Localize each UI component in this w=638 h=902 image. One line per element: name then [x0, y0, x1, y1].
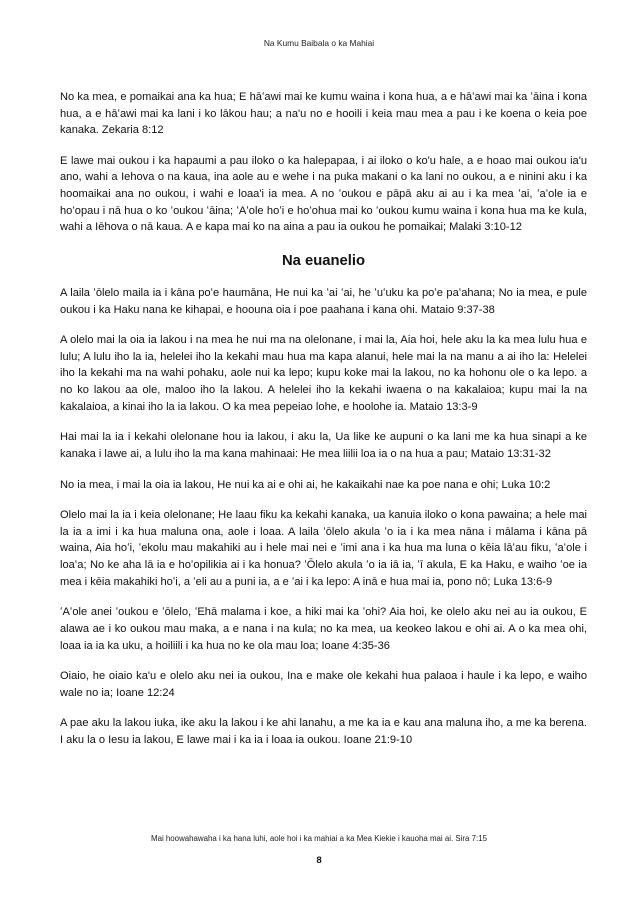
paragraph-luka-13: Olelo mai la ia i keia olelonane; He laau fiku ka kekahi kanaka, ua kanuia iloko o kona pawaina; a hele mai la ia a imi i ka hua maluna ona, aole i loaa. A laila ʻōlelo akula ʻo ia i ka mea nāna i mālama i kāna pā waina, Aia hoʻi, ʻekolu mau makahiki au i hele mai nei e ʻimi ana i ka hua ma luna o kēia lāʻau fiku, ʻaʻole i loaʻa; No ke aha lā ia e hoʻopilikia ai i ka honua? ʻŌlelo akula ʻo ia iā ia, ʻī akula, E ka Haku, e waiho ʻoe ia mea i kēia makahiki hoʻi, a ʻeli au a puni ia, a e ʻai i ka lepo: A inā e hua mai ia, pono nō; Luka 13:6-9 [60, 509, 587, 588]
paragraph-mataio-13-3: A olelo mai la oia ia lakou i na mea he nui ma na olelonane, i mai la, Aia hoi, hele aku la ka mea lulu hua e lulu; A lulu iho la ia, helelei iho la kekahi mau hua ma kapa alanui, hele mai la na manu a ai iho la: Helelei iho la kekahi ma na wahi pohaku, aole nui ka lepo; kupu koke mai la lakou, no ka hohonu ole o ka lepo. a no ko lakou aa ole, maloo iho la lakou. A helelei iho la kekahi iwaena o na kakalaioa; kupu mai la na kakalaioa, a kinai iho la ia lakou. O ka mea pepeiao lohe, e hoolohe ia. Mataio 13:3-9 [60, 334, 587, 413]
paragraph-zekaria: No ka mea, e pomaikai ana ka hua; E hāʻawi mai ke kumu waina i kona hua, a e hāʻawi mai ka ʻāina i kona hua, a e hāʻawi mai ka lani i ko lākou hau; a na'u no e hooili i keia mau mea a pau i ke koena o keia poe kanaka. Zekaria 8:12 [60, 91, 587, 137]
paragraph-ioane-21: A pae aku la lakou iuka, ike aku la lakou i ke ahi lanahu, a me ka ia e kau ana maluna iho, a me ka berena. I aku la o Iesu ia lakou, E lawe mai i ka ia i loaa ia oukou. Ioane 21:9-10 [60, 717, 587, 747]
paragraph-ioane-12: Oiaio, he oiaio ka'u e olelo aku nei ia oukou, Ina e make ole kekahi hua palaoa i haule i ka lepo, e waiho wale no ia; Ioane 12:24 [60, 670, 587, 699]
paragraph-ioane-4: ʻAʻole anei ʻoukou e ʻōlelo, ʻEhā malama i koe, a hiki mai ka ʻohi? Aia hoi, ke olelo aku nei au ia oukou, E alawa ae i ko oukou mau maka, a e nana i na kula; no ka mea, ua keokeo lakou e ohi ai. A o ka mea ohi, loaa ia ia ka uku, a hoiliili i ka hua no ke ola mau loa; Ioane 4:35-36 [60, 606, 587, 652]
paragraph-mataio-9: A laila ʻōlelo maila ia i kāna poʻe haumāna, He nui ka ʻai ʻai, he ʻuʻuku ka poʻe paʻahana; No ia mea, e pule oukou i ka Haku nana ke kihapai, e hoouna oia i poe paahana i kana ohi. Mataio 9:37-38 [60, 286, 587, 316]
page-number: 8 [316, 855, 322, 866]
section-heading: Na euanelio [281, 252, 366, 269]
running-header: Na Kumu Baibala o ka Mahiai [263, 38, 375, 48]
running-footer: Mai hoowahawaha i ka hana luhi, aole hoi i ka mahiai a ka Mea Kiekie i kauoha mai ai. Sira 7:15 [151, 834, 487, 843]
paragraph-malaki: E lawe mai oukou i ka hapaumi a pau iloko o ka halepapaa, i ai iloko o ko'u hale, a e hoao mai oukou ia'u ano, wahi a Iehova o na kaua, ina aole au e wehe i na puka makani o ka lani no oukou, a e ninini aku i ka hoomaikai ana no oukou, i wahi e loaa'i ia mea. A no ʻoukou e pāpā aku ai au i ka mea ʻai, ʻaʻole ia e hoʻopau i nā hua o ko ʻoukou ʻāina; ʻAʻole hoʻi e hoʻohua mai ko ʻoukou kumu waina i kona hua ma ke kula, wahi a Iēhova o nā kaua. A e kapa mai ko na aina a pau ia oukou he pomaikai; Malaki 3:10-12 [60, 154, 587, 234]
paragraph-mataio-13-31: Hai mai la ia i kekahi olelonane hou ia lakou, i aku la, Ua like ke aupuni o ka lani me ka hua sinapi a ke kanaka i lawe ai, a lulu iho la ma kana mahinaai: He mea liilii loa ia o na hua a pau; Mataio 13:31-32 [60, 431, 587, 460]
paragraph-luka-10: No ia mea, i mai la oia ia lakou, He nui ka ai e ohi ai, he kakaikahi nae ka poe nana e ohi; Luka 10:2 [60, 478, 551, 491]
body-text [60, 89, 587, 763]
